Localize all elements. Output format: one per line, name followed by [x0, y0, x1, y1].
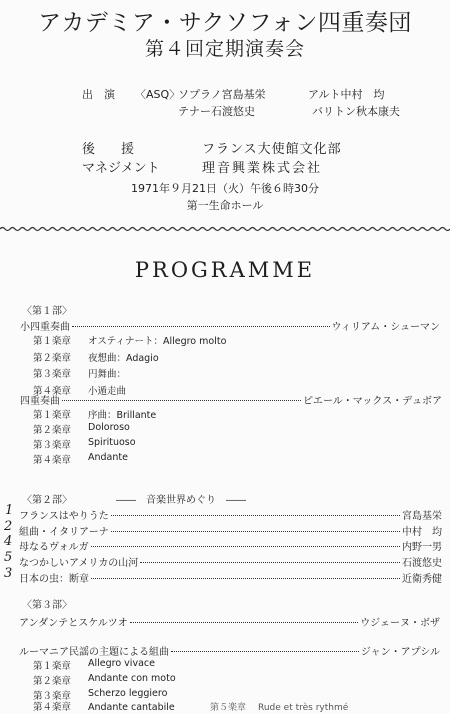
performer-tenor: テナー石渡悠史 — [178, 105, 255, 118]
movement-name: Andante con moto — [88, 673, 176, 684]
work-composer: ウィリアム・シューマン — [331, 322, 440, 333]
leader-dots — [171, 651, 359, 652]
movement-number: 第２楽章 — [33, 676, 72, 687]
movement-name: 序曲：Brillante — [88, 410, 157, 421]
movement-number: 第４楽章 — [33, 386, 72, 397]
movement-name: Scherzo leggiero — [88, 688, 168, 699]
movement-number: 第１楽章 — [33, 410, 72, 421]
movement-number: 第４楽章 — [33, 455, 72, 466]
handwritten-mark: 5 — [4, 550, 13, 565]
movement-name: Andante — [88, 452, 128, 463]
work-row — [19, 643, 440, 658]
management-label: マネジメント — [82, 161, 160, 176]
movement-number: 第２楽章 — [33, 425, 72, 436]
work-composer: ピエール・マックス・デュボア — [303, 396, 442, 407]
leader-dots — [72, 326, 330, 327]
list-item — [19, 570, 442, 585]
piece-performer: 中村 均 — [402, 527, 442, 538]
wavy-divider — [0, 226, 450, 232]
movement-number: 第５楽章 — [210, 703, 247, 713]
work-row — [19, 614, 440, 629]
piece-title: フランスはやりうた — [19, 511, 109, 522]
list-item — [19, 523, 442, 538]
movement-number: 第３楽章 — [33, 691, 72, 702]
handwritten-mark: 3 — [4, 566, 13, 581]
movement-name: 円舞曲： — [88, 369, 127, 380]
movement-name: オスティナート：Allegro molto — [88, 336, 227, 347]
movement-name: Rude et très rythmé — [258, 703, 349, 713]
work-row — [20, 392, 442, 407]
part3-label: 〈第３部〉 — [22, 600, 72, 611]
work-title: ルーマニア民謡の主題による組曲 — [19, 647, 169, 658]
leader-dots — [111, 515, 400, 516]
list-item — [19, 538, 442, 553]
part2-theme: ―― 音楽世界めぐり ―― — [116, 495, 246, 506]
piece-performer: 石渡悠史 — [402, 558, 442, 569]
movement-name: Spirituoso — [88, 437, 136, 448]
piece-title: 日本の虫：断章 — [19, 574, 89, 585]
movement-name: 夜想曲：Adagio — [88, 353, 159, 364]
handwritten-mark: 4 — [4, 534, 13, 549]
support-label: 後 援 — [82, 142, 135, 157]
movement-number: 第１楽章 — [33, 661, 72, 672]
leader-dots — [140, 562, 400, 563]
movement-number: 第３楽章 — [33, 440, 72, 451]
work-composer: ウジェーヌ・ボザ — [360, 618, 440, 629]
movement-name: Allegro vivace — [88, 658, 155, 669]
leader-dots — [91, 546, 400, 547]
performer-alto: アルト中村 均 — [308, 88, 385, 101]
piece-title: 母なるヴォルガ — [19, 542, 89, 553]
movement-number: 第４楽章 — [33, 702, 72, 713]
management-value: 理音興業株式会社 — [202, 161, 323, 176]
movement-name: Doloroso — [88, 422, 130, 433]
performer-soprano: ソプラノ宮島基栄 — [178, 88, 266, 101]
leader-dots — [91, 578, 400, 579]
part1-label: 〈第１部〉 — [22, 306, 72, 317]
work-composer: ジャン・アプシル — [360, 647, 440, 658]
movement-number: 第２楽章 — [33, 353, 72, 364]
performers-label: 出 演 — [82, 88, 115, 101]
list-item — [19, 507, 442, 522]
work-title: 四重奏曲 — [20, 396, 60, 407]
part2-label: 〈第２部〉 — [22, 495, 72, 506]
concert-venue: 第一生命ホール — [186, 199, 264, 212]
concert-subtitle: 第４回定期演奏会 — [144, 38, 305, 60]
leader-dots — [62, 400, 301, 401]
performers-group: 〈ASQ〉 — [135, 88, 181, 101]
handwritten-mark: 1 — [5, 503, 14, 518]
concert-date: 1971年９月21日（火）午後６時30分 — [131, 182, 319, 195]
support-value: フランス大使館文化部 — [202, 142, 342, 157]
piece-performer: 宮島基栄 — [402, 511, 442, 522]
work-title: アンダンテとスケルツオ — [19, 618, 128, 629]
list-item — [19, 554, 442, 569]
movement-name: Andante cantabile — [88, 702, 175, 713]
movement-number: 第１楽章 — [33, 336, 72, 347]
handwritten-mark: 2 — [4, 519, 13, 534]
programme-heading: PROGRAMME — [134, 258, 316, 282]
leader-dots — [130, 622, 358, 623]
concert-title: アカデミア・サクソフォン四重奏団 — [38, 10, 412, 36]
movement-name: 小遁走曲 — [88, 386, 127, 397]
piece-performer: 近衛秀健 — [402, 574, 442, 585]
work-row — [20, 318, 440, 333]
piece-performer: 内野一男 — [402, 542, 442, 553]
performer-baritone: バリトン秋本康夫 — [312, 105, 400, 118]
leader-dots — [111, 531, 400, 532]
piece-title: なつかしいアメリカの山河 — [19, 558, 139, 569]
work-title: 小四重奏曲 — [20, 322, 70, 333]
piece-title: 組曲・イタリアーナ — [19, 527, 109, 538]
movement-number: 第３楽章 — [33, 369, 72, 380]
